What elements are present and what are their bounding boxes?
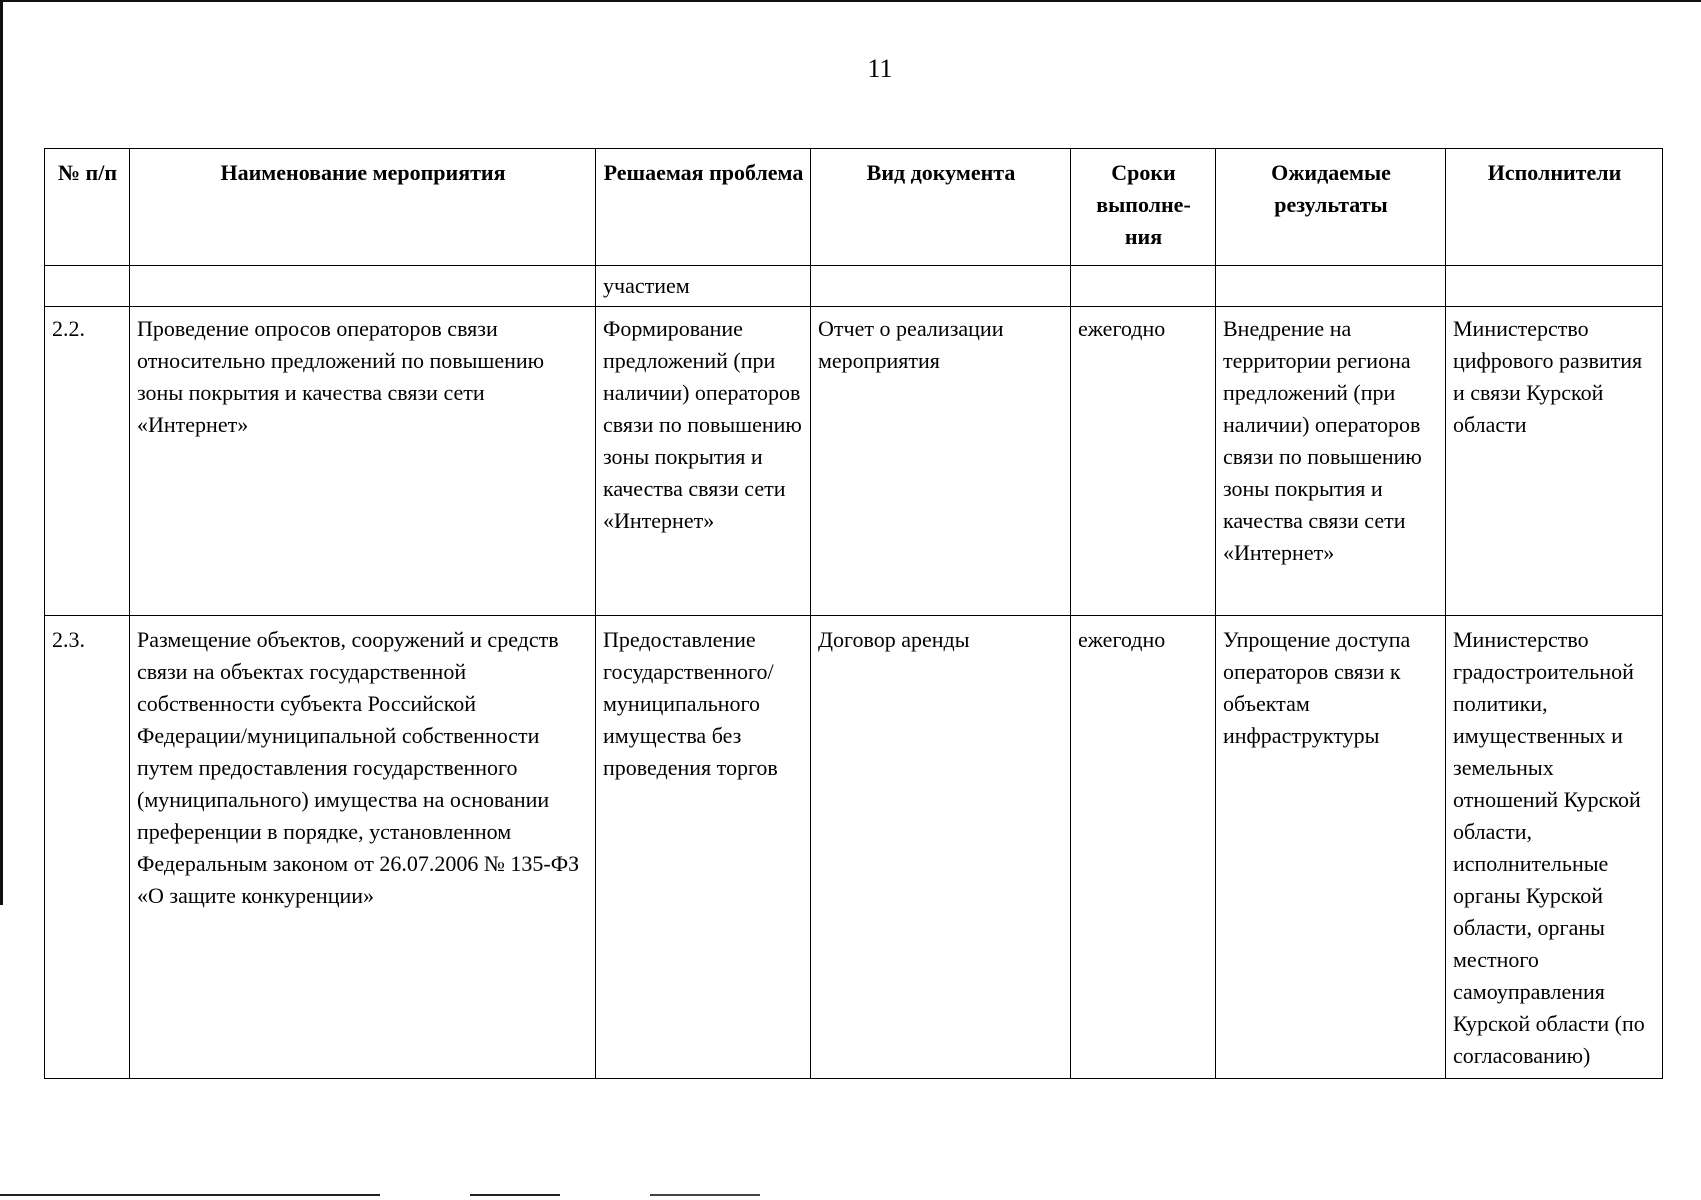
cont-problem-cell: участием xyxy=(596,266,811,307)
cont-doc-cell xyxy=(811,266,1071,307)
cont-result-cell xyxy=(1216,266,1446,307)
scan-edge-top xyxy=(0,0,1701,2)
row-doc-cell: Отчет о реализации мероприятия xyxy=(811,307,1071,616)
cont-term-cell xyxy=(1071,266,1216,307)
row-executors-cell: Министерство градостроительной политики, имущественных и земельных отношений Курской области, исполнительные органы Курской области, органы местного самоуправления Курской области (по согласованию) xyxy=(1446,616,1663,1079)
table-header-row xyxy=(45,149,1663,266)
row-doc-cell: Договор аренды xyxy=(811,616,1071,1079)
header-result: Ожидаемые результаты xyxy=(1216,149,1446,266)
header-executors: Исполнители xyxy=(1446,149,1663,266)
header-name: Наименование мероприятия xyxy=(130,149,596,266)
row-term-cell: ежегодно xyxy=(1071,616,1216,1079)
cont-executors-cell xyxy=(1446,266,1663,307)
row-problem-cell: Формирование предложений (при наличии) операторов связи по повышению зоны покрытия и качества связи сети «Интернет» xyxy=(596,307,811,616)
page-number: 11 xyxy=(867,54,893,83)
row-num-cell: 2.3. xyxy=(45,616,130,1079)
table-row xyxy=(45,616,1663,1079)
row-result-cell: Упрощение доступа операторов связи к объектам инфраструктуры xyxy=(1216,616,1446,1079)
row-num-cell: 2.2. xyxy=(45,307,130,616)
row-name-cell: Размещение объектов, сооружений и средств связи на объектах государственной собственности субъекта Российской Федерации/муниципальной собственности путем предоставления государственного (муниципального) имущества на основании преференции в порядке, установленном Федеральным законом от 26.07.2006 № 135-ФЗ «О защите конкуренции» xyxy=(130,616,596,1079)
table-row xyxy=(45,307,1663,616)
row-executors-cell: Министерство цифрового развития и связи Курской области xyxy=(1446,307,1663,616)
header-num: № п/п xyxy=(45,149,130,266)
row-result-cell: Внедрение на территории региона предложений (при наличии) операторов связи по повышению зоны покрытия и качества связи сети «Интернет» xyxy=(1216,307,1446,616)
cont-name-cell xyxy=(130,266,596,307)
row-problem-cell: Предоставление государственного/ муниципального имущества без проведения торгов xyxy=(596,616,811,1079)
scan-edge-left xyxy=(0,0,3,905)
measures-table xyxy=(44,148,1663,1079)
scan-edge-bottom xyxy=(0,1194,1701,1196)
header-problem: Решаемая проблема xyxy=(596,149,811,266)
header-doc: Вид документа xyxy=(811,149,1071,266)
row-name-cell: Проведение опросов операторов связи относительно предложений по повышению зоны покрытия и качества связи сети «Интернет» xyxy=(130,307,596,616)
row-term-cell: ежегодно xyxy=(1071,307,1216,616)
continuation-row xyxy=(45,266,1663,307)
cont-num-cell xyxy=(45,266,130,307)
header-term: Сроки выполне-ния xyxy=(1071,149,1216,266)
